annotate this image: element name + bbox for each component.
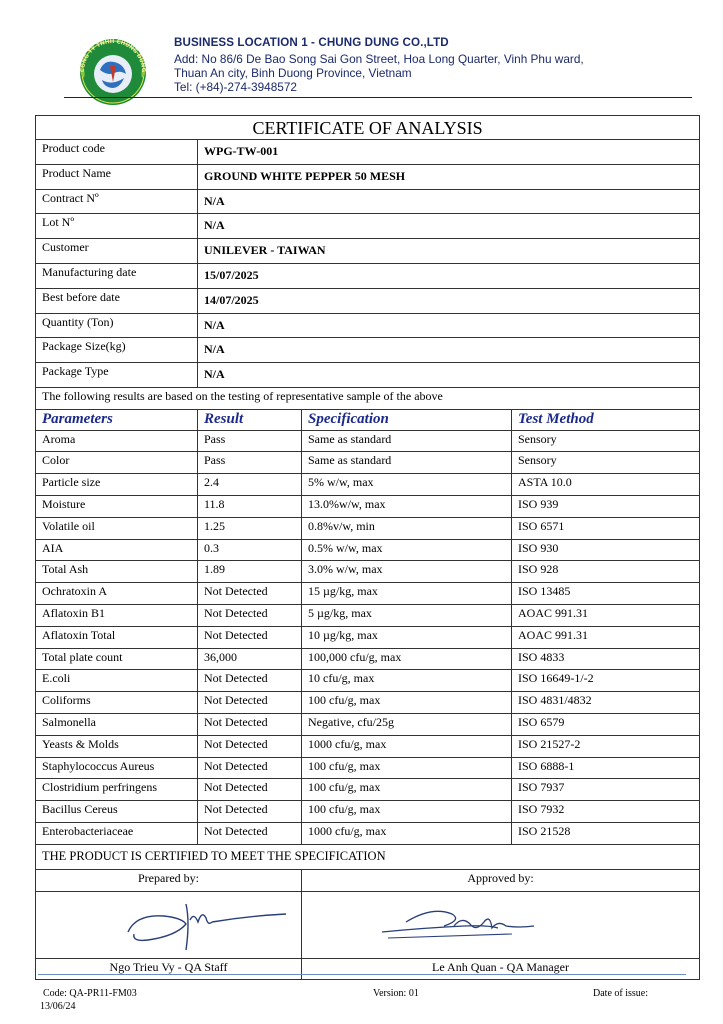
results-note: The following results are based on the testing of representative sample of the above (36, 387, 700, 409)
parameter-name: Staphylococcus Aureus (36, 757, 198, 779)
parameter-result: Not Detected (198, 670, 302, 692)
parameter-spec: 5% w/w, max (302, 474, 512, 496)
table-row (36, 604, 700, 626)
parameter-spec: 100 cfu/g, max (302, 692, 512, 714)
parameter-spec: Same as standard (302, 452, 512, 474)
parameter-name: Color (36, 452, 198, 474)
parameter-method: ISO 4833 (512, 648, 700, 670)
parameter-name: Aflatoxin B1 (36, 604, 198, 626)
approved-by-name: Le Anh Quan - QA Manager (302, 958, 700, 979)
parameter-spec: 0.8%v/w, min (302, 517, 512, 539)
parameter-name: Clostridium perfringens (36, 779, 198, 801)
prepared-by-name: Ngo Trieu Vy - QA Staff (36, 958, 302, 979)
parameter-method: ASTA 10.0 (512, 474, 700, 496)
parameter-name: Total Ash (36, 561, 198, 583)
parameter-spec: 10 µg/kg, max (302, 626, 512, 648)
parameter-name: Enterobacteriaceae (36, 822, 198, 844)
info-row (36, 338, 700, 363)
table-row (36, 670, 700, 692)
parameter-result: Not Detected (198, 692, 302, 714)
signature-name-row (36, 958, 700, 979)
logo-text: CÔNG TY TNHH CHUNG DUNG (79, 38, 147, 73)
parameter-method: AOAC 991.31 (512, 626, 700, 648)
info-row (36, 263, 700, 288)
header-test-method: Test Method (512, 409, 700, 430)
info-label: Customer (36, 239, 198, 264)
parameter-method: ISO 21528 (512, 822, 700, 844)
footer-divider (38, 974, 686, 975)
parameter-result: Pass (198, 430, 302, 452)
parameter-name: Coliforms (36, 692, 198, 714)
title-row (36, 116, 700, 140)
info-value: N/A (198, 338, 700, 363)
parameter-result: Not Detected (198, 713, 302, 735)
parameter-result: 2.4 (198, 474, 302, 496)
parameter-result: Pass (198, 452, 302, 474)
parameter-result: Not Detected (198, 604, 302, 626)
parameter-method: ISO 939 (512, 495, 700, 517)
table-row (36, 561, 700, 583)
certificate-table (35, 115, 700, 980)
parameter-method: ISO 6888-1 (512, 757, 700, 779)
header-divider (64, 97, 692, 98)
table-row (36, 692, 700, 714)
info-value: UNILEVER - TAIWAN (198, 239, 700, 264)
parameter-name: Aflatoxin Total (36, 626, 198, 648)
parameter-name: AIA (36, 539, 198, 561)
approved-by-label: Approved by: (302, 869, 700, 891)
info-value: WPG-TW-001 (198, 140, 700, 165)
parameter-method: ISO 930 (512, 539, 700, 561)
parameter-method: ISO 928 (512, 561, 700, 583)
certificate-title: CERTIFICATE OF ANALYSIS (36, 116, 700, 140)
info-value: GROUND WHITE PEPPER 50 MESH (198, 164, 700, 189)
parameter-spec: 100 cfu/g, max (302, 801, 512, 823)
footer-issue-date: Date of issue: (593, 988, 648, 999)
parameter-result: Not Detected (198, 757, 302, 779)
parameter-method: Sensory (512, 430, 700, 452)
footer-date-code: 13/06/24 (40, 1001, 76, 1012)
parameter-spec: 10 cfu/g, max (302, 670, 512, 692)
parameter-spec: Negative, cfu/25g (302, 713, 512, 735)
parameter-result: Not Detected (198, 583, 302, 605)
parameter-name: Yeasts & Molds (36, 735, 198, 757)
parameter-spec: 1000 cfu/g, max (302, 735, 512, 757)
parameter-name: Particle size (36, 474, 198, 496)
table-row (36, 517, 700, 539)
note-row (36, 387, 700, 409)
parameter-spec: 15 µg/kg, max (302, 583, 512, 605)
parameter-spec: 3.0% w/w, max (302, 561, 512, 583)
company-address-line-1: Add: No 86/6 De Bao Song Sai Gon Street, Hoa Long Quarter, Vinh Phu ward, (174, 52, 584, 66)
parameter-spec: 100,000 cfu/g, max (302, 648, 512, 670)
parameter-method: Sensory (512, 452, 700, 474)
parameter-method: AOAC 991.31 (512, 604, 700, 626)
parameter-method: ISO 16649-1/-2 (512, 670, 700, 692)
company-logo (74, 36, 152, 106)
certified-row (36, 844, 700, 869)
table-row (36, 779, 700, 801)
parameter-method: ISO 7932 (512, 801, 700, 823)
approved-signature (302, 892, 626, 958)
info-row (36, 313, 700, 338)
info-label: Lot Nº (36, 214, 198, 239)
parameter-spec: Same as standard (302, 430, 512, 452)
parameter-result: 11.8 (198, 495, 302, 517)
parameter-method: ISO 13485 (512, 583, 700, 605)
signature-row (36, 891, 700, 958)
approved-signature-cell (302, 891, 700, 958)
parameter-name: Bacillus Cereus (36, 801, 198, 823)
footer-code: Code: QA-PR11-FM03 (43, 988, 137, 999)
table-row (36, 539, 700, 561)
parameter-spec: 0.5% w/w, max (302, 539, 512, 561)
parameters-header-row (36, 409, 700, 430)
table-row (36, 583, 700, 605)
table-row (36, 713, 700, 735)
info-label: Manufacturing date (36, 263, 198, 288)
company-tel: Tel: (+84)-274-3948572 (174, 80, 297, 94)
parameter-name: Total plate count (36, 648, 198, 670)
parameter-result: Not Detected (198, 735, 302, 757)
parameter-spec: 1000 cfu/g, max (302, 822, 512, 844)
info-row (36, 288, 700, 313)
table-row (36, 474, 700, 496)
header-result: Result (198, 409, 302, 430)
table-row (36, 430, 700, 452)
parameter-method: ISO 21527-2 (512, 735, 700, 757)
table-row (36, 452, 700, 474)
footer-version: Version: 01 (373, 988, 419, 999)
table-row (36, 648, 700, 670)
info-label: Quantity (Ton) (36, 313, 198, 338)
prepared-signature-cell (36, 891, 302, 958)
parameter-result: Not Detected (198, 626, 302, 648)
info-label: Package Size(kg) (36, 338, 198, 363)
parameter-result: Not Detected (198, 779, 302, 801)
info-label: Product code (36, 140, 198, 165)
info-value: N/A (198, 189, 700, 214)
company-info (174, 36, 584, 94)
info-value: N/A (198, 313, 700, 338)
info-row (36, 214, 700, 239)
parameter-name: Salmonella (36, 713, 198, 735)
parameter-method: ISO 7937 (512, 779, 700, 801)
table-row (36, 495, 700, 517)
info-value: N/A (198, 214, 700, 239)
parameter-spec: 13.0%w/w, max (302, 495, 512, 517)
header-specification: Specification (302, 409, 512, 430)
info-row (36, 239, 700, 264)
info-value: 14/07/2025 (198, 288, 700, 313)
company-address-line-2: Thuan An city, Binh Duong Province, Vietnam (174, 66, 412, 80)
signature-header-row (36, 869, 700, 891)
info-label: Product Name (36, 164, 198, 189)
certified-statement: THE PRODUCT IS CERTIFIED TO MEET THE SPECIFICATION (36, 844, 700, 869)
table-row (36, 626, 700, 648)
header-parameters: Parameters (36, 409, 198, 430)
table-row (36, 801, 700, 823)
info-row (36, 140, 700, 165)
parameter-name: Ochratoxin A (36, 583, 198, 605)
parameter-result: Not Detected (198, 822, 302, 844)
parameter-result: Not Detected (198, 801, 302, 823)
parameter-method: ISO 6579 (512, 713, 700, 735)
info-label: Package Type (36, 363, 198, 388)
info-value: 15/07/2025 (198, 263, 700, 288)
parameter-name: Moisture (36, 495, 198, 517)
info-label: Contract Nº (36, 189, 198, 214)
parameter-name: Aroma (36, 430, 198, 452)
prepared-by-label: Prepared by: (36, 869, 302, 891)
parameter-spec: 100 cfu/g, max (302, 779, 512, 801)
parameter-result: 0.3 (198, 539, 302, 561)
parameter-spec: 100 cfu/g, max (302, 757, 512, 779)
parameter-method: ISO 6571 (512, 517, 700, 539)
prepared-signature (36, 892, 302, 958)
table-row (36, 735, 700, 757)
info-value: N/A (198, 363, 700, 388)
parameter-method: ISO 4831/4832 (512, 692, 700, 714)
info-row (36, 363, 700, 388)
parameter-result: 1.25 (198, 517, 302, 539)
parameter-spec: 5 µg/kg, max (302, 604, 512, 626)
parameter-result: 1.89 (198, 561, 302, 583)
parameter-result: 36,000 (198, 648, 302, 670)
parameter-name: E.coli (36, 670, 198, 692)
table-row (36, 822, 700, 844)
company-name: BUSINESS LOCATION 1 - CHUNG DUNG CO.,LTD (174, 36, 449, 49)
info-label: Best before date (36, 288, 198, 313)
parameter-name: Volatile oil (36, 517, 198, 539)
info-row (36, 189, 700, 214)
table-row (36, 757, 700, 779)
info-row (36, 164, 700, 189)
